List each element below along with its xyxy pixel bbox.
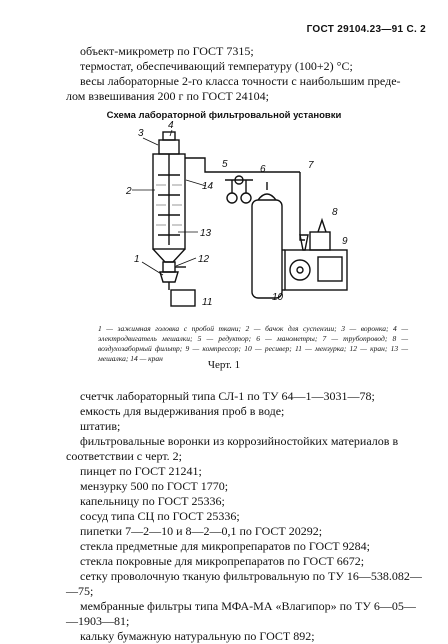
- text-line: кальку бумажную натуральную по ГОСТ 892;: [80, 629, 315, 643]
- label-3: 3: [138, 128, 144, 139]
- figure-caption: Черт. 1: [207, 359, 241, 371]
- text-line: штатив;: [80, 419, 121, 433]
- text-line: стекла покровные для микропрепаратов по ГОСТ 6672;: [80, 554, 365, 568]
- label-5: 5: [222, 159, 228, 170]
- page-header: ГОСТ 29104.23—91 С. 2: [306, 24, 426, 35]
- filter-8: [300, 235, 308, 250]
- bottom-text-block: [66, 389, 428, 644]
- label-12: 12: [198, 254, 210, 265]
- label-14: 14: [202, 181, 214, 192]
- text-line: —75;: [66, 584, 94, 598]
- figure-legend: 1 — зажимная головка с пробой ткани; 2 — бачок для суспензии; 3 — воронка; 4 — электродвигатель мешалки; 5 — редуктор; 6 — манометры; 7 — трубопровод; 8 — воздухозаборный фильтр; 9 — компрессор; 10 — ресивер; 11 — мензурка; 12 — кран; 13 — мешалка; 14 — кран: [98, 324, 408, 363]
- compressor-9: [285, 250, 347, 290]
- label-6: 6: [260, 164, 266, 175]
- text-line: термостат, обеспечивающий температуру (100+2) °С;: [80, 59, 353, 73]
- figure-title: Схема лабораторной фильтровальной установки: [106, 110, 342, 121]
- clamp-head-1: [160, 272, 178, 282]
- text-line: —1903—81;: [66, 614, 130, 628]
- label-4: 4: [168, 120, 174, 131]
- text-line: весы лабораторные 2-го класса точности с наибольшим преде-: [80, 74, 401, 88]
- text-line: стекла предметные для микропрепаратов по ГОСТ 9284;: [80, 539, 370, 553]
- label-10: 10: [272, 292, 284, 303]
- beaker-11: [171, 290, 195, 306]
- label-1: 1: [134, 254, 140, 265]
- label-2: 2: [126, 186, 132, 197]
- text-line: сосуд типа СЦ по ГОСТ 25336;: [80, 509, 240, 523]
- text-line: объект-микрометр по ГОСТ 7315;: [80, 44, 254, 58]
- text-line: лом взвешивания 200 г по ГОСТ 24104;: [66, 89, 270, 103]
- text-line: пинцет по ГОСТ 21241;: [80, 464, 202, 478]
- label-9: 9: [342, 236, 348, 247]
- text-line: мембранные фильтры типа МФА-МА «Влагипор» по ТУ 6—05—: [80, 599, 416, 613]
- text-line: мензурку 500 по ГОСТ 1770;: [80, 479, 229, 493]
- text-line: сетку проволочную тканую фильтровальную по ТУ 16—538.082—: [80, 569, 422, 583]
- text-line: соответствии с черт. 2;: [66, 449, 183, 463]
- receiver-10: [252, 200, 282, 298]
- label-13: 13: [200, 228, 212, 239]
- text-line: счетчк лабораторный типа СЛ-1 по ТУ 64—1—3031—78;: [80, 389, 375, 403]
- label-8: 8: [332, 207, 338, 218]
- text-line: пипетки 7—2—10 и 8—2—0,1 по ГОСТ 20292;: [80, 524, 323, 538]
- text-line: фильтровальные воронки из коррозийностойких материалов в: [80, 434, 399, 448]
- label-7: 7: [308, 160, 314, 171]
- motor-4: [159, 140, 179, 154]
- text-line: капельницу по ГОСТ 25336;: [80, 494, 225, 508]
- label-11: 11: [202, 297, 213, 308]
- text-line: емкость для выдерживания проб в воде;: [80, 404, 285, 418]
